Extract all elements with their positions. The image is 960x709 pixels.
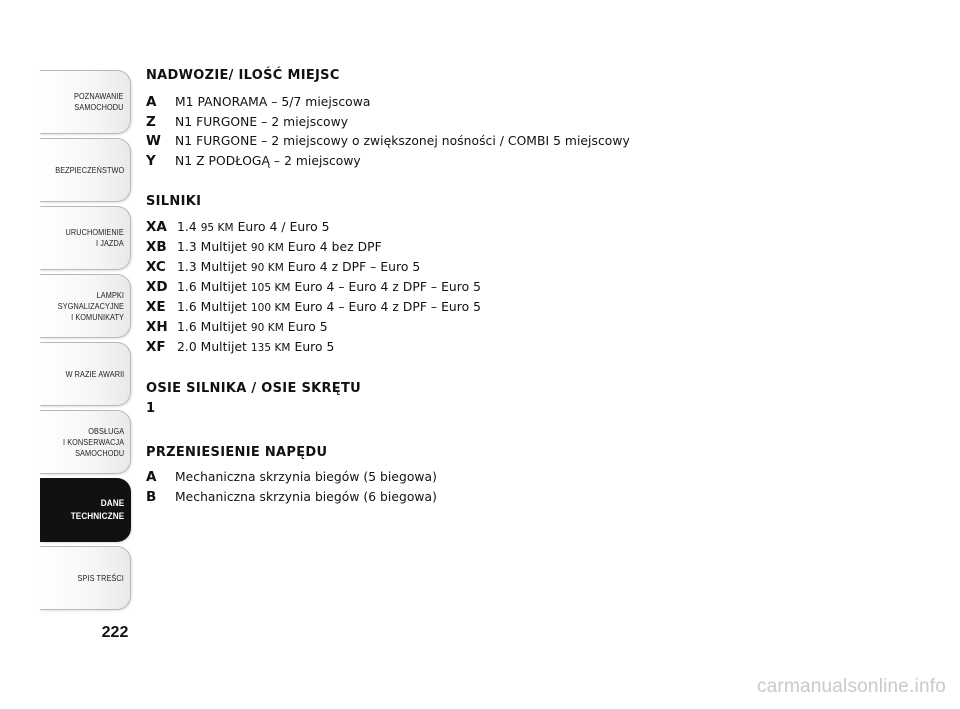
engine-emission: Euro 4 – Euro 4 z DPF – Euro 5 — [294, 280, 481, 294]
tab-label: DANE TECHNICZNE — [70, 498, 124, 522]
list-item — [146, 94, 370, 110]
tab-lampki-sygnalizacyjne[interactable] — [40, 274, 131, 338]
tab-spis-tresci[interactable] — [40, 546, 131, 610]
item-code: XF — [146, 339, 166, 355]
section-heading-axles: OSIE SILNIKA / OSIE SKRĘTU — [146, 381, 361, 396]
list-item — [146, 469, 437, 485]
tab-uruchomienie-i-jazda[interactable] — [40, 206, 131, 270]
list-item — [146, 114, 348, 130]
tab-w-razie-awarii[interactable] — [40, 342, 131, 406]
engine-power: 95 KM — [200, 222, 234, 234]
engine-emission: Euro 4 – Euro 4 z DPF – Euro 5 — [294, 300, 481, 314]
engine-power: 105 KM — [250, 282, 291, 294]
tab-bezpieczenstwo[interactable] — [40, 138, 131, 202]
item-text: N1 Z PODŁOGĄ – 2 miejscowy — [175, 154, 361, 168]
engine-displacement: 2.0 Multijet — [177, 340, 247, 354]
section-heading-body: NADWOZIE/ ILOŚĆ MIEJSC — [146, 68, 340, 83]
item-code: Z — [146, 114, 156, 130]
item-code: XB — [146, 239, 167, 255]
engine-emission: Euro 4 z DPF – Euro 5 — [287, 260, 421, 274]
item-code: B — [146, 489, 157, 505]
item-text: Mechaniczna skrzynia biegów (5 biegowa) — [175, 470, 437, 484]
item-code: A — [146, 94, 157, 110]
item-text: Mechaniczna skrzynia biegów (6 biegowa) — [175, 490, 437, 504]
tab-label: OBSŁUGA I KONSERWACJA SAMOCHODU — [62, 425, 124, 458]
engine-emission: Euro 4 bez DPF — [287, 240, 382, 254]
item-code: XC — [146, 259, 166, 275]
engine-displacement: 1.3 Multijet — [177, 260, 247, 274]
axles-value: 1 — [146, 401, 156, 416]
engine-emission: Euro 5 — [294, 340, 335, 354]
tab-label: BEZPIECZEŃSTWO — [54, 164, 124, 175]
list-item — [146, 133, 630, 149]
item-code: Y — [146, 153, 156, 169]
list-item — [146, 279, 481, 295]
item-code: XH — [146, 319, 168, 335]
tab-dane-techniczne[interactable] — [40, 478, 131, 542]
engine-displacement: 1.6 Multijet — [177, 320, 247, 334]
engine-displacement: 1.4 — [177, 220, 197, 234]
tab-poznawanie-samochodu[interactable] — [40, 70, 131, 134]
engine-power: 100 KM — [250, 302, 291, 314]
list-item — [146, 489, 437, 505]
list-item — [146, 339, 334, 355]
item-code: A — [146, 469, 157, 485]
tab-label: W RAZIE AWARII — [65, 368, 124, 379]
watermark: carmanualsonline.info — [756, 676, 946, 697]
page-number: 222 — [101, 624, 129, 641]
engine-power: 135 KM — [250, 342, 291, 354]
engine-displacement: 1.3 Multijet — [177, 240, 247, 254]
item-code: W — [146, 133, 161, 149]
engine-emission: Euro 4 / Euro 5 — [237, 220, 330, 234]
engine-displacement: 1.6 Multijet — [177, 300, 247, 314]
list-item — [146, 319, 328, 335]
tab-label: URUCHOMIENIE I JAZDA — [65, 227, 124, 248]
tab-label: POZNAWANIE SAMOCHODU — [74, 91, 124, 112]
engine-emission: Euro 5 — [287, 320, 328, 334]
tab-obsluga-i-konserwacja[interactable] — [40, 410, 131, 474]
item-text: N1 FURGONE – 2 miejscowy — [175, 115, 349, 129]
list-item — [146, 259, 420, 275]
engine-power: 90 KM — [250, 322, 284, 334]
engine-power: 90 KM — [250, 262, 284, 274]
tab-label: SPIS TREŚCI — [77, 572, 124, 583]
item-text: M1 PANORAMA – 5/7 miejscowa — [175, 95, 371, 109]
item-code: XE — [146, 299, 166, 315]
section-heading-transmission: PRZENIESIENIE NAPĘDU — [146, 445, 328, 460]
item-code: XA — [146, 219, 167, 235]
list-item — [146, 219, 329, 235]
engine-displacement: 1.6 Multijet — [177, 280, 247, 294]
section-heading-engines: SILNIKI — [146, 194, 202, 209]
item-text: N1 FURGONE – 2 miejscowy o zwiększonej nośności / COMBI 5 miejscowy — [175, 134, 630, 148]
item-code: XD — [146, 279, 168, 295]
list-item — [146, 153, 361, 169]
list-item — [146, 239, 382, 255]
tab-label: LAMPKI SYGNALIZACYJNE I KOMUNIKATY — [57, 289, 124, 322]
list-item — [146, 299, 481, 315]
engine-power: 90 KM — [250, 242, 284, 254]
